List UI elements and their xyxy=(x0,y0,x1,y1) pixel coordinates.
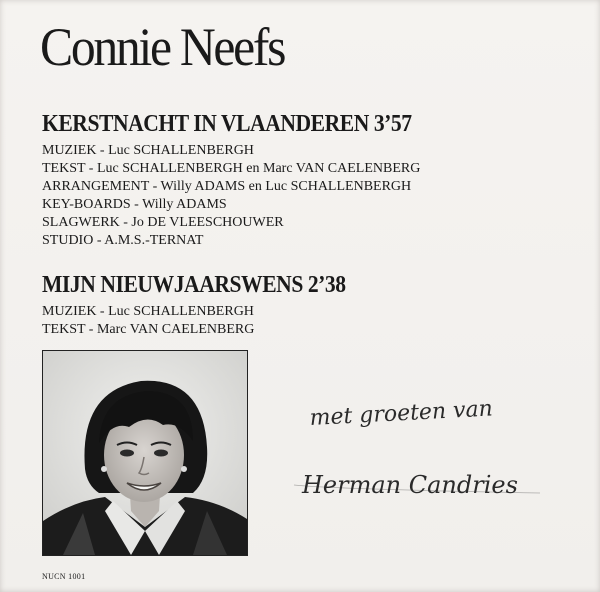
artist-portrait-photo xyxy=(42,350,248,556)
handwritten-dedication xyxy=(290,385,580,515)
credit-line: MUZIEK - Luc SCHALLENBERGH xyxy=(42,143,254,158)
song-credits-2 xyxy=(42,303,254,339)
credit-line: STUDIO - A.M.S.-TERNAT xyxy=(42,233,204,248)
credit-line: MUZIEK - Luc SCHALLENBERGH xyxy=(42,304,254,319)
credit-line: KEY-BOARDS - Willy ADAMS xyxy=(42,197,227,212)
song-title-2: MIJN NIEUWJAARSWENS 2’38 xyxy=(42,272,346,298)
portrait-illustration xyxy=(43,351,247,555)
credit-line: TEKST - Marc VAN CAELENBERG xyxy=(42,322,255,337)
artist-name: Connie Neefs xyxy=(40,17,285,77)
catalog-number: NUCN 1001 xyxy=(42,572,86,581)
dedication-line-1: met groeten van xyxy=(309,396,494,431)
song-title-1: KERSTNACHT IN VLAANDEREN 3’57 xyxy=(42,111,412,137)
credit-line: SLAGWERK - Jo DE VLEESCHOUWER xyxy=(42,215,284,230)
song-credits-1 xyxy=(42,142,420,250)
credit-line: ARRANGEMENT - Willy ADAMS en Luc SCHALLENBERGH xyxy=(42,179,412,194)
dedication-signature: Herman Candries xyxy=(302,471,518,499)
credit-line: TEKST - Luc SCHALLENBERGH en Marc VAN CAELENBERG xyxy=(42,161,421,176)
